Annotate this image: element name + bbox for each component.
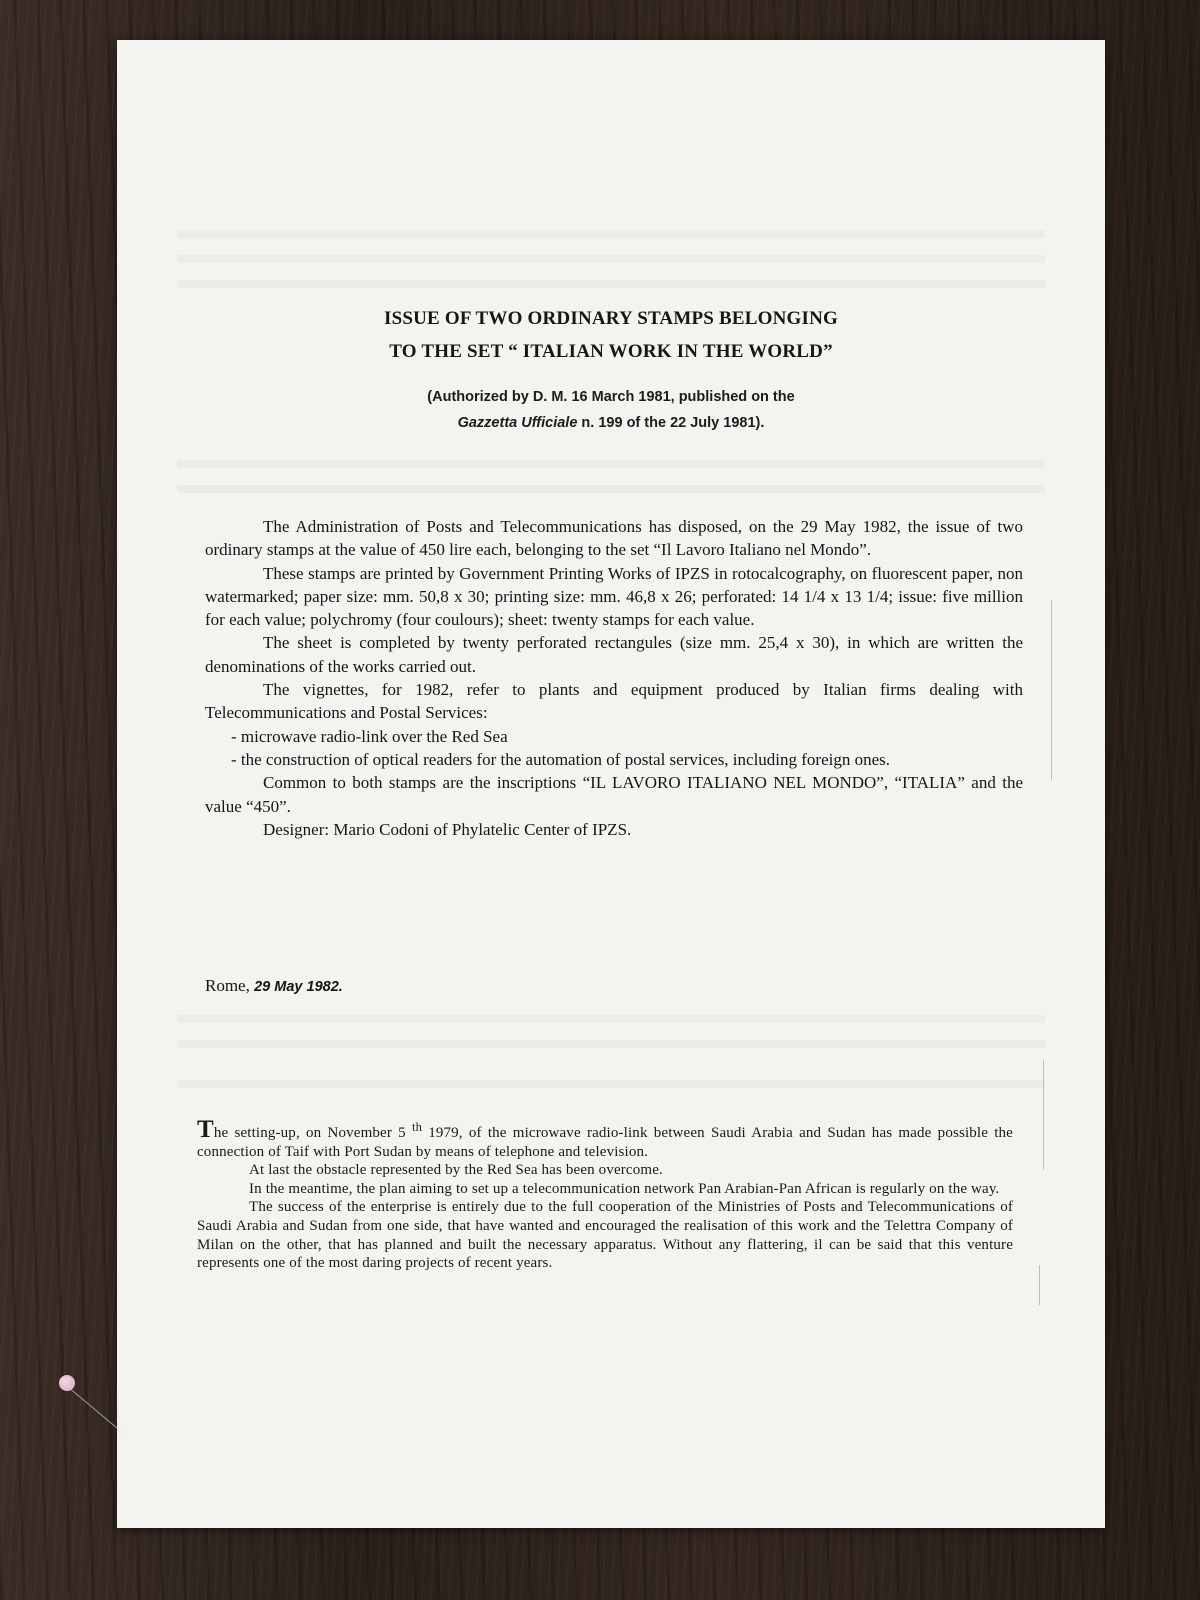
place: Rome, (205, 976, 250, 995)
paragraph-text: he setting-up, on November 5 (213, 1125, 406, 1141)
gazette-name: Gazzetta Ufficiale (457, 415, 578, 431)
title-line: TO THE SET “ ITALIAN WORK IN THE WORLD” (389, 341, 833, 362)
show-through-line (177, 230, 1045, 238)
authorization-rest: n. 199 of the 22 July 1981). (577, 415, 765, 431)
paragraph: The success of the enterprise is entirely due to the full cooperation of the Ministries of Posts and Telecommunications of Saudi Arabia and Sudan from one side, that have wanted and encouraged the realisation of this work and the Telettra Company of Milan on the other, that has planned and built the necessary apparatus. Without any flattering, il can be said that this venture represents one of the most daring projects of recent years. (197, 1199, 1013, 1272)
paper-sheet (117, 40, 1105, 1528)
announcement-body (205, 515, 1023, 841)
show-through-line (177, 1040, 1045, 1048)
show-through-line (177, 460, 1045, 468)
margin-mark (1039, 1265, 1040, 1305)
authorization-note (117, 384, 1105, 436)
paragraph: The vignettes, for 1982, refer to plants and equipment produced by Italian firms dealing with Telecommunications and Postal Services: (205, 680, 1023, 723)
pin-head (59, 1375, 75, 1391)
show-through-line (177, 1080, 1045, 1088)
show-through-line (177, 485, 1045, 493)
pin-shaft (69, 1388, 123, 1434)
margin-mark (1043, 1060, 1044, 1170)
drop-cap: T (197, 1116, 214, 1143)
designer-line: Designer: Mario Codoni of Phylatelic Center of IPZS. (263, 819, 632, 839)
paragraph: At last the obstacle represented by the Red Sea has been overcome. (249, 1162, 663, 1179)
article-body (197, 1118, 1013, 1273)
date: 29 May 1982. (254, 979, 343, 995)
paragraph: The sheet is completed by twenty perforated rectangules (size mm. 25,4 x 30), in which are written the denominations of the works carried out. (205, 633, 1023, 676)
show-through-line (177, 255, 1045, 263)
paragraph: The Administration of Posts and Telecommunications has disposed, on the 29 May 1982, the issue of two ordinary stamps at the value of 450 lire each, belonging to the set “Il Lavoro Italiano nel Mondo”. (205, 517, 1023, 560)
signoff (205, 976, 343, 996)
paragraph (197, 1118, 1013, 1161)
document-title (117, 302, 1105, 368)
paragraph: These stamps are printed by Government Printing Works of IPZS in rotocalcography, on fluorescent paper, non watermarked; paper size: mm. 50,8 x 30; printing size: mm. 46,8 x 26; perforated: 14 1/4 x 13 1/4; issue: five million for each value; polychromy (four coulours); sheet: twenty stamps for each value. (205, 563, 1023, 630)
show-through-line (177, 280, 1045, 288)
list-item: - the construction of optical readers for the automation of postal services, including foreign ones. (231, 749, 891, 769)
superscript: th (412, 1120, 423, 1134)
show-through-line (177, 1015, 1045, 1023)
list-item: - microwave radio-link over the Red Sea (231, 726, 508, 746)
title-line: ISSUE OF TWO ORDINARY STAMPS BELONGING (383, 308, 839, 329)
authorization-line (117, 410, 1105, 436)
paragraph: In the meantime, the plan aiming to set up a telecommunication network Pan Arabian-Pan African is regularly on the way. (249, 1180, 1000, 1197)
authorization-line: (Authorized by D. M. 16 March 1981, published on the (427, 389, 795, 405)
paragraph-text: 1979, of the microwave radio-link between Saudi Arabia and Sudan has made possible the connection of Taif with Port Sudan by means of telephone and television. (197, 1125, 1013, 1160)
paragraph: Common to both stamps are the inscriptions “IL LAVORO ITALIANO NEL MONDO”, “ITALIA” and the value “450”. (205, 773, 1023, 816)
margin-mark (1051, 600, 1052, 780)
